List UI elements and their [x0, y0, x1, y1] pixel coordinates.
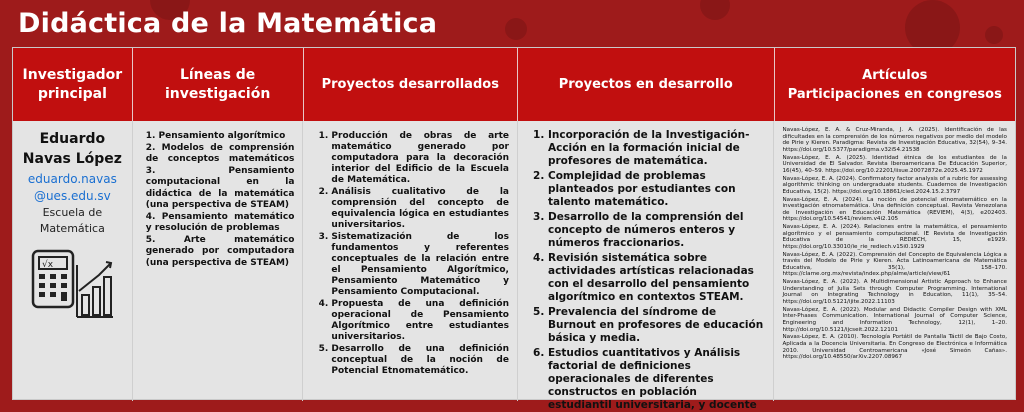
- en-desarrollo-item: 3. Desarrollo de la comprensión del concepto de números enteros y números fraccionarios.: [548, 211, 764, 250]
- articulo-item: Navas-López, E. A. (2024). La noción de potencial etnomatemático en la investigación etnomatemática. Una definición conceptual. Revista Venezolana de Investigación en Educación Matemática (REVIEM), 4(3), e202403. https://doi.org/10.54541/reviem.v4i2.105: [782, 196, 1007, 223]
- investigador-name-line1: Eduardo: [39, 131, 106, 147]
- articulo-item: Navas-López, E. A. (2024). Relaciones entre la matemática, el pensamiento algorítmico y el pensamiento computacional. IE Revista de Investigación Educativa de la REDIECH, 15, e1929. https://doi.org/10.33010/ie_rie_rediech.v15i0.1929: [782, 224, 1007, 250]
- desarrollados-list: [319, 131, 509, 377]
- articulo-item: Navas-López, E. A. (2022). Comprensión del Concepto de Equivalencia Lógica a través del Modelo de Pirie y Kieren. Acta Latinoamericana de Matemática Educativa, 35(1), 158–170. https://clame.org.mx/revista/index.php/alme/article/view/61: [782, 251, 1007, 278]
- page-title: Didáctica de la Matemática: [18, 8, 438, 39]
- table-header-row: [13, 48, 1015, 121]
- research-table: [12, 47, 1016, 411]
- decor-bubble: [505, 18, 527, 40]
- investigador-email-line2[interactable]: @ues.edu.sv: [33, 189, 111, 203]
- desarrollado-item: 1. Producción de obras de arte matemático generado por computadora para la decoración interior del Edificio de la Escuela de Matemática.: [331, 131, 509, 186]
- en-desarrollo-item: 4. Revisión sistemática sobre actividades artísticas relacionadas con el desarrollo del pensamiento algorítmico en contextos STEAM.: [548, 252, 764, 304]
- desarrollados-cell: [303, 121, 518, 401]
- articulo-item: Navas-López, E. A. (2024). Confirmatory factor analysis of a rubric for assessing algorithmic thinking on undergraduate students. Cuadernos de Investigación Educativa, 15(2). https://doi.org/10.18861/cied.2024.15.2.3797: [782, 175, 1007, 195]
- desarrollado-item: 2. Análisis cualitativo de la comprensión del concepto de equivalencia lógica en estudiantes universitarios.: [331, 187, 509, 231]
- linea-item: 4. Pensamiento matemático y resolución de problemas: [145, 211, 295, 233]
- linea-item: 2. Modelos de comprensión de conceptos matemáticos 3. Pensamiento computacional en la didáctica de la matemática (una perspectiva de STEAM): [145, 142, 295, 210]
- header-articulos: [775, 48, 1016, 121]
- articulo-item: Navas-López, E. A. & Cruz-Miranda, J. A. (2025). Identificación de las dificultades en la comprensión de los números negativos por medio del modelo de Pirie y Kieren. Paradigma: Revista de Investigación Educativa, 32(54), 9–34. https://doi.org/10.5377/paradigma.v32i54.21538: [782, 127, 1007, 153]
- calculator-chart-icon: [29, 245, 115, 323]
- desarrollado-item: 3. Sistematización de los fundamentos y referentes conceptuales de la relación entre el Pensamiento Algorítmico, Pensamiento Matemático y Pensamiento Computacional.: [331, 232, 509, 298]
- en-desarrollo-item: 2. Complejidad de problemas planteados por estudiantes con talento matemático.: [548, 170, 764, 209]
- header-investigador: Investigador principal: [13, 48, 133, 121]
- en-desarrollo-item: 1. Incorporación de la Investigación-Acción en la formación inicial de profesores de matemática.: [548, 129, 764, 168]
- lineas-cell: [133, 121, 304, 401]
- articulo-item: Navas-López, E. A. (2010). Tecnología Portátil de Pantalla Táctil de Bajo Costo, Aplicada a la Docencia Universitaria. En Congreso de Electrónica e Informática 2010. Universidad Centroamericana «José Simeón Cañas». https://doi.org/10.48550/arXiv.2207.08967: [782, 334, 1007, 361]
- investigador-school-line1: Escuela de: [42, 206, 103, 219]
- decor-bubble: [985, 26, 1003, 44]
- articulos-cell: [774, 121, 1015, 401]
- articulo-item: Navas-López, E. A. (2025). Identidad étnica de los estudiantes de la Universidad de El Salvador. Revista Iberoamericana De Educación Superior, 16(45), 40–59. https://doi.org/10.22201/iisue.20072872e.2025.45.1972: [782, 154, 1007, 174]
- en-desarrollo-item: 5. Prevalencia del síndrome de Burnout en profesores de educación básica y media.: [548, 306, 764, 345]
- header-desarrollados: Proyectos desarrollados: [304, 48, 519, 121]
- articulo-item: Navas-López, E. A. (2022). A Multidimensional Artistic Approach to Enhance Understanding of Julia Sets through Computer Programming. International Journal on Integrating Technology in Education, 11(1), 35–54. https://doi.org/10.5121/ijite.2022.11103: [782, 279, 1007, 305]
- table-body-row: [13, 121, 1015, 411]
- investigador-cell: [13, 121, 133, 401]
- en-desarrollo-item: 6. Estudios cuantitativos y Análisis factorial de definiciones operacionales de diferentes constructos en población estudiantil universitaria, y docente: [548, 347, 764, 412]
- desarrollado-item: 4. Propuesta de una definición operacional de Pensamiento Algorítmico entre estudiantes universitarios.: [331, 299, 509, 343]
- header-articulos-line2: Participaciones en congresos: [787, 86, 1002, 102]
- investigador-school-line2: Matemática: [39, 222, 105, 235]
- en-desarrollo-list: [536, 129, 764, 412]
- linea-item: 1. Pensamiento algorítmico: [145, 131, 286, 141]
- header-lineas: Líneas de investigación: [133, 48, 304, 121]
- investigador-name-line2: Navas López: [22, 151, 122, 167]
- articulo-item: Navas-López, E. A. (2022). Modular and Didactic Compiler Design with XML Inter-Phases Communication. International Journal of Computer Science, Engineering and Information Technology, 12(1), 1–20. http://doi.org/10.5121/ijcseit.2022.12101: [782, 306, 1007, 333]
- investigador-email-line1[interactable]: eduardo.navas: [27, 172, 117, 186]
- svg-text:√x: √x: [42, 260, 54, 270]
- desarrollado-item: 5. Desarrollo de una definición conceptual de la noción de Potencial Etnomatemático.: [331, 344, 509, 377]
- linea-item: 5. Arte matemático generado por computadora (una perspectiva de STEAM): [145, 234, 295, 268]
- header-en-desarrollo: Proyectos en desarrollo: [518, 48, 774, 121]
- en-desarrollo-cell: [518, 121, 775, 411]
- header-articulos-line1: Artículos: [862, 67, 928, 83]
- decor-bubble: [700, 0, 730, 20]
